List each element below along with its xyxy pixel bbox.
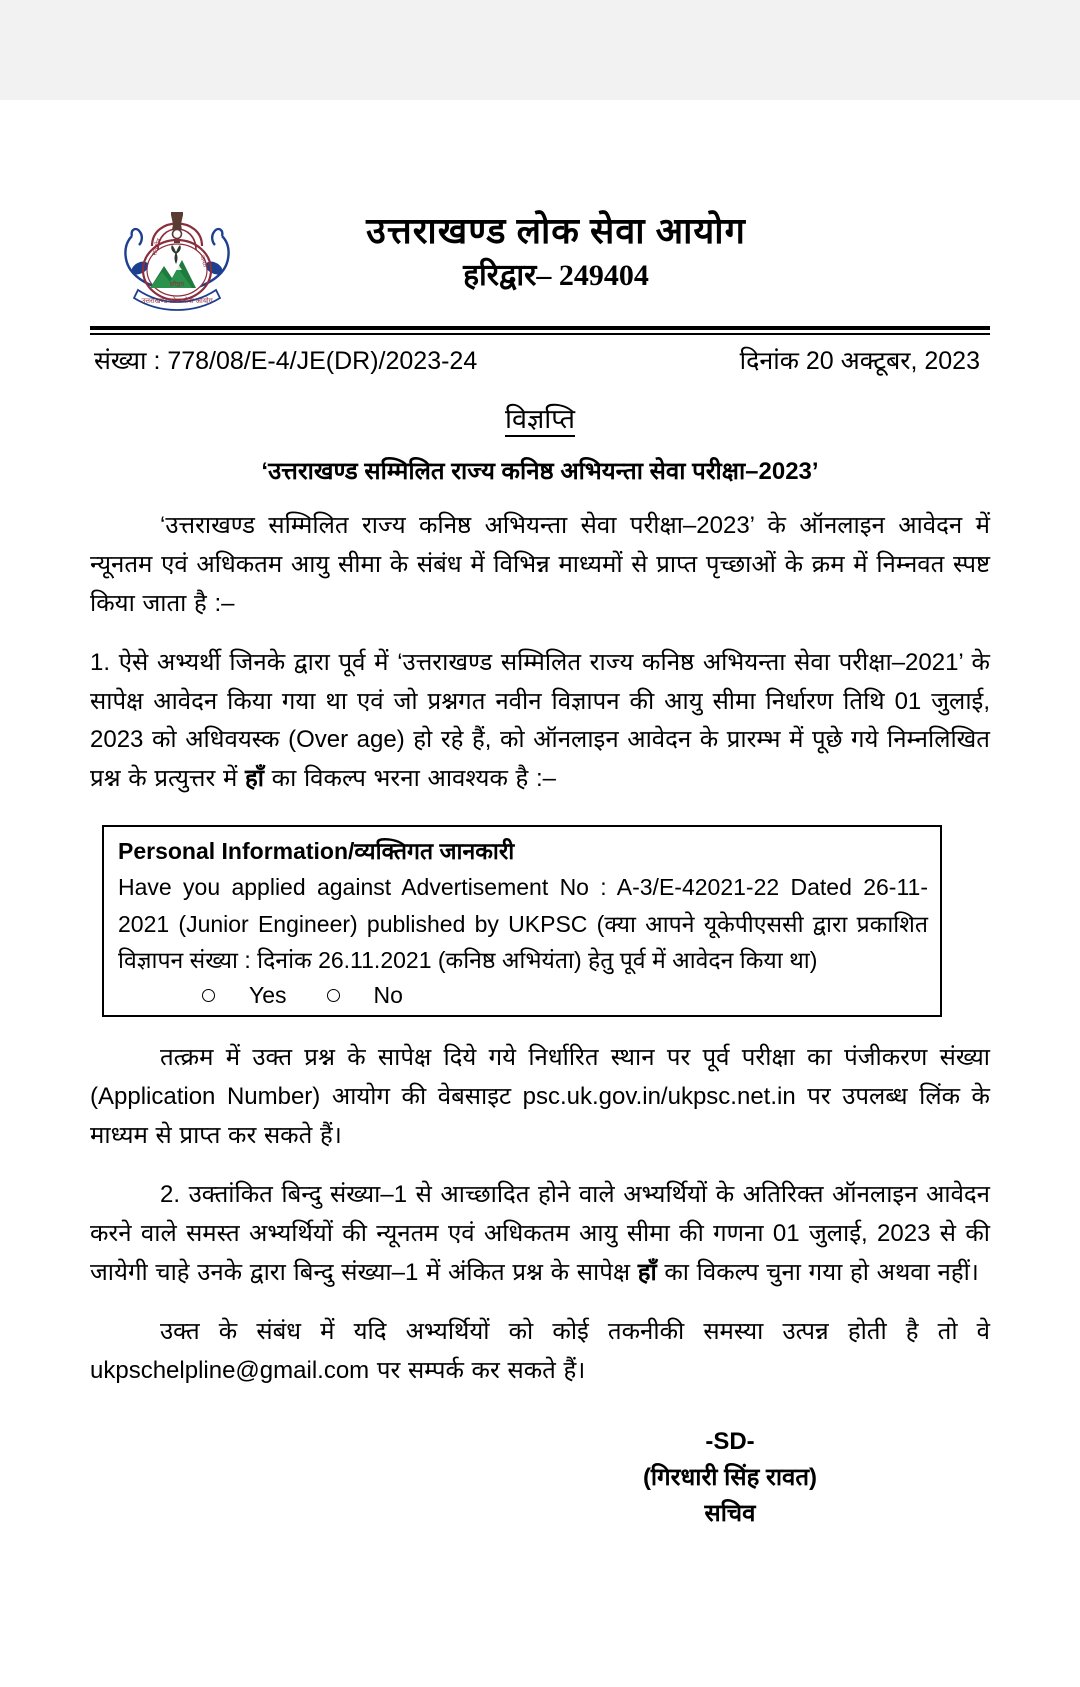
- radio-no-label[interactable]: No: [373, 982, 403, 1009]
- helpline-email: ukpschelpline@gmail.com: [90, 1356, 370, 1384]
- svg-text:जयते: जयते: [198, 254, 209, 269]
- reference-date: दिनांक 20 अक्टूबर, 2023: [739, 347, 980, 375]
- reference-number: संख्या : 778/08/E-4/JE(DR)/2023-24: [94, 347, 478, 375]
- signature-sd: -SD-: [705, 1428, 755, 1456]
- signature-block: [90, 1424, 990, 1532]
- point-1-emphasis: हाँ: [245, 765, 264, 793]
- svg-text:सत्यमेव: सत्यमेव: [151, 237, 164, 257]
- after-box-text-b: पर उपलब्ध लिंक के माध्यम से प्राप्त कर सकते हैं।: [90, 1083, 990, 1150]
- browser-top-band: [0, 0, 1080, 100]
- document-content: [90, 100, 990, 1532]
- point-1-text-b: का विकल्प भरना आवश्यक है :–: [263, 765, 556, 793]
- signatory-designation: सचिव: [704, 1500, 756, 1528]
- organization-city: हरिद्वार– 249404: [463, 259, 649, 292]
- organization-name: उत्तराखण्ड लोक सेवा आयोग: [366, 211, 746, 251]
- closing-text-a: उक्त के संबंध में यदि अभ्यर्थियों को कोई तकनीकी समस्या उत्पन्न होती है तो वे: [160, 1317, 990, 1345]
- closing-text-b: पर सम्पर्क कर सकते हैं।: [369, 1356, 586, 1384]
- signatory-name: (गिरधारी सिंह रावत): [642, 1464, 818, 1492]
- svg-text:उत्तराखण्ड लोक सेवा आयोग: उत्तराखण्ड लोक सेवा आयोग: [141, 298, 213, 305]
- intro-paragraph: ‘उत्तराखण्ड सम्मिलित राज्य कनिष्ठ अभियन्ता सेवा परीक्षा–2023’ के ऑनलाइन आवेदन में न्यूनतम एवं अधिकतम आयु सीमा के संबंध में विभिन्न माध्यमों से प्राप्त पृच्छाओं के क्रम में निम्नवत स्पष्ट किया जाता है :–: [90, 512, 990, 617]
- radio-yes-label[interactable]: Yes: [249, 982, 287, 1009]
- point-2-emphasis: हाँ: [637, 1258, 657, 1286]
- organization-block: [242, 209, 990, 295]
- radio-yes-icon[interactable]: [202, 989, 215, 1002]
- point-2-paragraph: [90, 1176, 990, 1293]
- commission-emblem-icon: [112, 190, 242, 314]
- point-2-text-b: का विकल्प चुना गया हो अथवा नहीं।: [656, 1258, 979, 1286]
- closing-paragraph: [90, 1313, 990, 1391]
- point-2-text-a: 2. उक्तांकित बिन्दु संख्या–1 से आच्छादित होने वाले अभ्यर्थियों के अतिरिक्त ऑनलाइन आवेदन करने वाले समस्त अभ्यर्थियों की न्यूनतम एवं अधिकतम आयु सीमा की गणना 01 जुलाई, 2023 से की जायेगी चाहे उनके द्वारा बिन्दु संख्या–1 में अंकित प्रश्न के सापेक्ष: [90, 1181, 990, 1286]
- page-title: [90, 399, 990, 436]
- point-1-paragraph: [90, 644, 990, 800]
- after-box-text-a: तत्क्रम में उक्त प्रश्न के सापेक्ष दिये गये निर्धारित स्थान पर पूर्व परीक्षा का पंजीकरण संख्या (Application Number) आयोग की वेबसाइट: [90, 1044, 990, 1111]
- personal-information-question: Have you applied against Advertisement No : A-3/E-42021-22 Dated 26-11-2021 (Junior Engineer) published by UKPSC (क्या आपने यूकेपीएससी द्वारा प्रकाशित विज्ञापन संख्या : दिनांक 26.11.2021 (कनिष्ठ अभियंता) हेतु पूर्व में आवेदन किया था): [118, 874, 928, 974]
- yes-no-option-group: [118, 982, 928, 1009]
- commission-website-url: psc.uk.gov.in/ukpsc.net.in: [522, 1083, 796, 1111]
- personal-information-heading: Personal Information/व्यक्तिगत जानकारी: [118, 838, 515, 865]
- page-title-text: विज्ञप्ति: [505, 404, 575, 437]
- svg-text:हरिद्वार: हरिद्वार: [169, 282, 185, 288]
- document-masthead: [90, 188, 990, 316]
- page-subtitle: ‘उत्तराखण्ड सम्मिलित राज्य कनिष्ठ अभियन्ता सेवा परीक्षा–2023’: [261, 458, 819, 485]
- radio-no-icon[interactable]: [327, 989, 340, 1002]
- after-box-paragraph: [90, 1039, 990, 1156]
- point-1-text-a: 1. ऐसे अभ्यर्थी जिनके द्वारा पूर्व में ‘उत्तराखण्ड सम्मिलित राज्य कनिष्ठ अभियन्ता सेवा परीक्षा–2021’ के सापेक्ष आवेदन किया गया था एवं जो प्रश्नगत नवीन विज्ञापन की आयु सीमा निर्धारण तिथि 01 जुलाई, 2023 को अधिवयस्क (Over age) हो रहे हैं, को ऑनलाइन आवेदन के प्रारम्भ में पूछे गये निम्नलिखित प्रश्न के प्रत्युत्तर में: [90, 648, 990, 793]
- reference-line: [90, 343, 990, 377]
- header-divider: [90, 326, 990, 335]
- document-page: [0, 100, 1080, 1532]
- personal-information-box: [102, 825, 942, 1017]
